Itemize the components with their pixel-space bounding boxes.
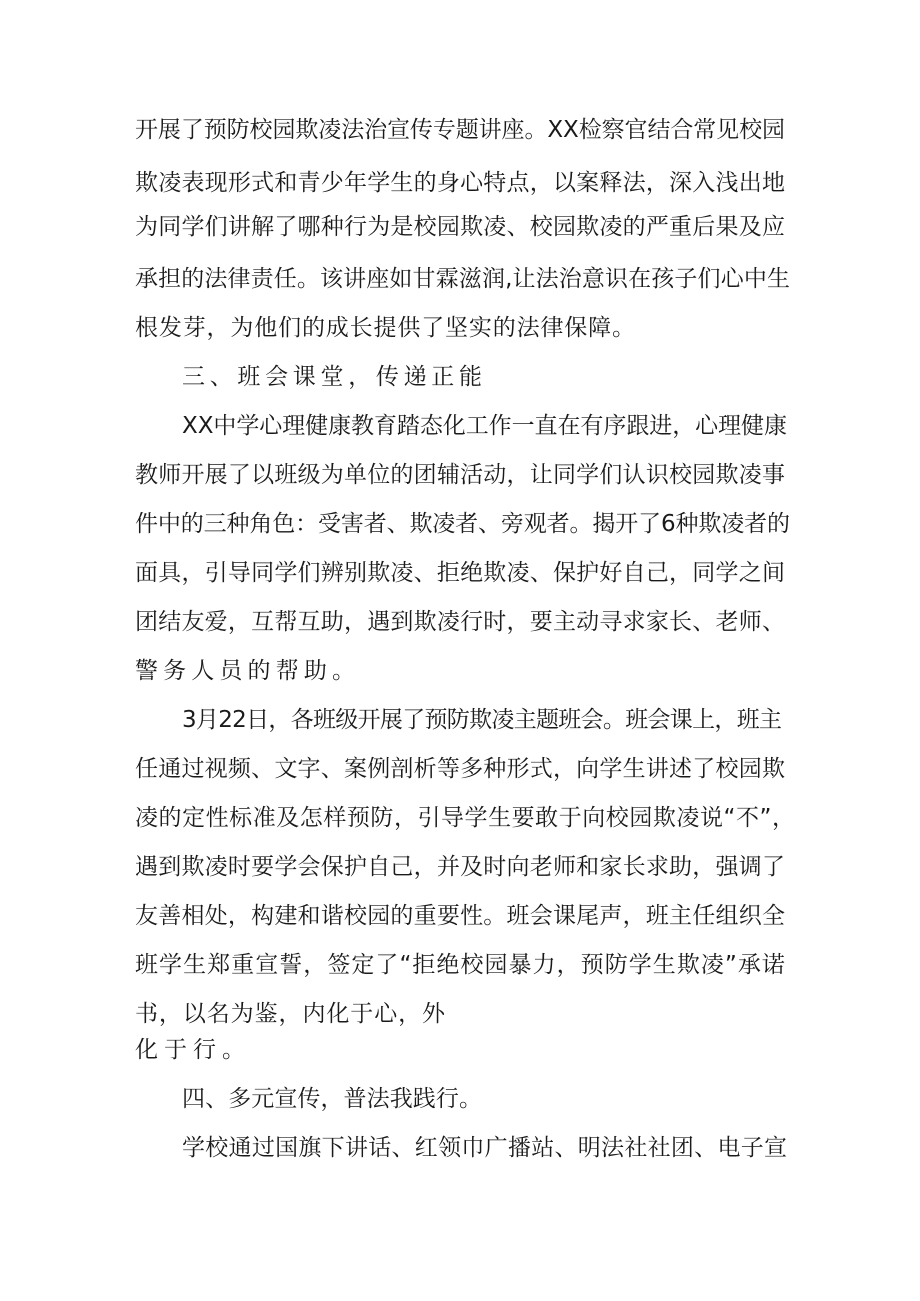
text-line-16: 遇到欺凌时要学会保护自己，并及时向老师和家长求助，强调了 [135, 854, 786, 880]
text-line-3: 为同学们讲解了哪种行为是校园欺凌、校园欺凌的严重后果及应 [135, 214, 786, 240]
section-heading-4: 四、多元宣传，普法我践行。 [182, 1086, 483, 1112]
text-line-13: 3月22日，各班级开展了预防欺凌主题班会。班会课上，班主 [182, 707, 782, 733]
text-line-15: 凌的定性标准及怎样预防，引导学生要敢于向校园欺凌说“不”， [135, 805, 796, 831]
text-line-14: 任通过视频、文字、案例剖析等多种形式，向学生讲述了校园欺 [135, 756, 786, 782]
text-line-11: 团结友爱，互帮互助，遇到欺凌行时，要主动寻求家长、老师、 [135, 609, 786, 635]
text-line-18: 班学生郑重宣誓，签定了“拒绝校园暴力，预防学生欺凌”承诺 [135, 952, 786, 978]
text-line-10: 面具，引导同学们辨别欺凌、拒绝欺凌、保护好自己，同学之间 [135, 560, 786, 586]
text-line-17: 友善相处，构建和谐校园的重要性。班会课尾声，班主任组织全 [135, 903, 786, 929]
text-line-22: 学校通过国旗下讲话、红领巾广播站、明法社社团、电子宣 [182, 1135, 788, 1161]
text-line-20: 化于行。 [135, 1037, 251, 1063]
text-line-2: 欺凌表现形式和青少年学生的身心特点，以案释法，深入浅出地 [135, 170, 786, 196]
text-line-1: 开展了预防校园欺凌法治宣传专题讲座。XX检察官结合常见校园 [135, 117, 785, 143]
text-line-9: 件中的三种角色：受害者、欺凌者、旁观者。揭开了6种欺凌者的 [135, 511, 790, 537]
text-line-5: 根发芽，为他们的成长提供了坚实的法律保障。 [135, 315, 636, 341]
section-heading-3: 三、班会课堂，传递正能 [182, 364, 487, 390]
text-line-12: 警务人员的帮助。 [135, 658, 361, 684]
text-line-19: 书，以名为鉴，内化于心，外 [135, 1001, 446, 1027]
text-line-8: 教师开展了以班级为单位的团辅活动，让同学们认识校园欺凌事 [135, 462, 786, 488]
text-line-7: XX中学心理健康教育踏态化工作一直在有序跟进，心理健康 [182, 413, 787, 439]
text-line-4: 承担的法律责任。该讲座如甘霖滋润,让法治意识在孩子们心中生 [135, 266, 791, 292]
